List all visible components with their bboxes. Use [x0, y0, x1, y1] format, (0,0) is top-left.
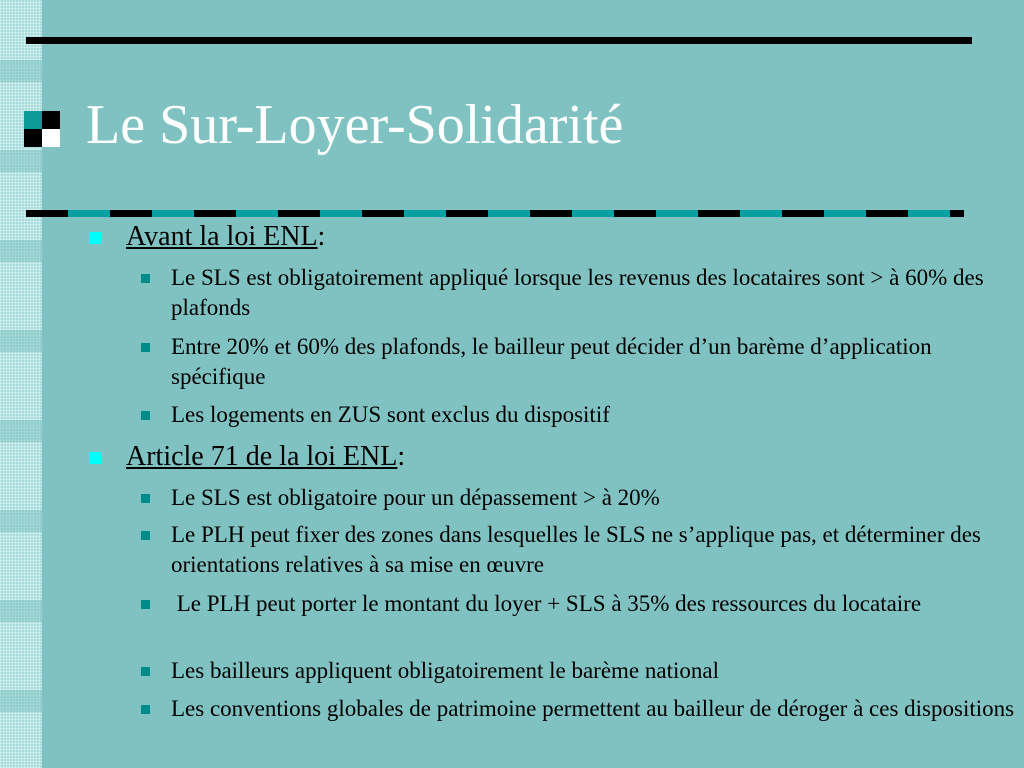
list-item: Le SLS est obligatoirement appliqué lorsque les revenus des locataires sont > à 60% des plafonds	[171, 265, 984, 320]
section-bullet-icon	[89, 232, 101, 244]
dashed-divider	[26, 210, 964, 217]
section-heading-text: Avant la loi ENL	[126, 221, 318, 252]
top-rule	[26, 37, 972, 44]
list-item: Entre 20% et 60% des plafonds, le bailleur peut décider d’un barème d’application spécifique	[171, 334, 932, 389]
item-bullet-icon	[141, 494, 150, 503]
title-bullet-icon	[24, 111, 60, 147]
list-item: Le SLS est obligatoire pour un dépassement > à 20%	[171, 485, 660, 510]
item-bullet-icon	[141, 600, 150, 609]
section-bullet-icon	[89, 452, 101, 464]
section-heading-colon: :	[317, 221, 326, 252]
section-heading-colon: :	[397, 441, 406, 472]
slide-title: Le Sur-Loyer-Solidarité	[86, 94, 624, 156]
item-bullet-icon	[141, 667, 150, 676]
item-bullet-icon	[141, 343, 150, 352]
section-heading	[126, 221, 325, 253]
list-item: Le PLH peut fixer des zones dans lesquelles le SLS ne s’applique pas, et déterminer des orientations relatives à sa mise en œuvre	[171, 522, 981, 577]
item-bullet-icon	[141, 411, 150, 420]
section-heading	[126, 441, 405, 473]
list-item: Les conventions globales de patrimoine permettent au bailleur de déroger à ces dispositions	[171, 696, 1015, 721]
list-item: Les bailleurs appliquent obligatoirement le barème national	[171, 658, 719, 683]
item-bullet-icon	[141, 531, 150, 540]
list-item: Les logements en ZUS sont exclus du dispositif	[171, 402, 610, 427]
list-item: Le PLH peut porter le montant du loyer + SLS à 35% des ressources du locataire	[171, 591, 922, 616]
section-heading-text: Article 71 de la loi ENL	[126, 441, 398, 472]
item-bullet-icon	[141, 705, 150, 714]
item-bullet-icon	[141, 274, 150, 283]
